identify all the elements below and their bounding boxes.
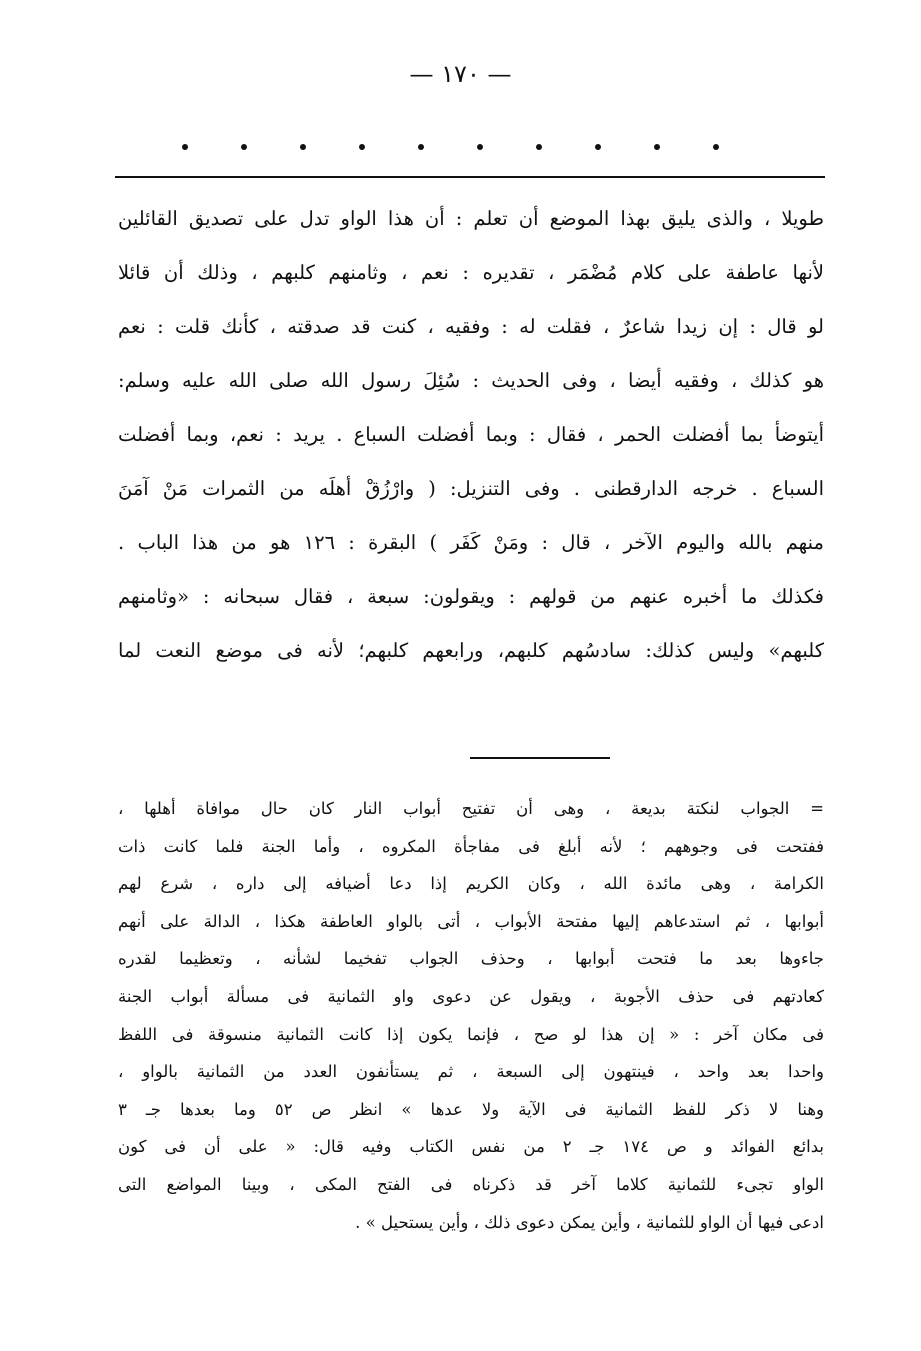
footnote-line: جاءوها بعد ما فتحت أبوابها ، وحذف الجواب تفخيما لشأنه ، وتعظيما لقدره (118, 949, 824, 969)
separator-dot (300, 144, 306, 150)
main-text-line: كلبهم» وليس كذلك: سادسُهم كلبهم، ورابعهم كلبهم؛ لأنه فى موضع النعت لما (118, 639, 824, 662)
footnote-line: الكرامة ، وهى مائدة الله ، وكان الكريم إذا دعا أضيافه إلى داره ، شرع لهم (118, 874, 824, 894)
separator-dot (654, 144, 660, 150)
main-text-line: منهم بالله واليوم الآخر ، قال : ومَنْ كَفَر ) البقرة : ١٢٦ هو من هذا الباب . (118, 531, 824, 554)
separator-dot (241, 144, 247, 150)
footnote-rule (470, 757, 610, 759)
main-text-line: هو كذلك ، وفقيه أيضا ، وفى الحديث : سُئِلَ رسول الله صلى الله عليه وسلم: (118, 369, 824, 392)
separator-dot (359, 144, 365, 150)
footnote-line: كعادتهم فى حذف الأجوبة ، ويقول عن دعوى واو الثمانية فى مسألة أبواب الجنة (118, 986, 824, 1006)
separator-dot (477, 144, 483, 150)
separator-dot (418, 144, 424, 150)
separator-dot (182, 144, 188, 150)
separator-dot (536, 144, 542, 150)
footnote-line: ففتحت فى وجوههم ؛ لأنه أبلغ فى مفاجأة المكروه ، وأما الجنة فلما كانت ذات (118, 836, 824, 856)
separator-dot (713, 144, 719, 150)
main-text-line: أيتوضأ بما أفضلت الحمر ، فقال : وبما أفضلت السباع . يريد : نعم، وبما أفضلت (118, 423, 824, 446)
footnote-line: = الجواب لنكتة بديعة ، وهى أن تفتيح أبواب النار كان حال موافاة أهلها ، (118, 799, 824, 818)
footnote-line: بدائع الفوائد و ص ١٧٤ جـ ٢ من نفس الكتاب وفيه قال: « على أن فى كون (118, 1137, 824, 1157)
ornamental-dot-separator (150, 132, 750, 162)
footnote-line: أبوابها ، ثم استدعاهم إليها مفتحة الأبواب ، أتى بالواو العاطفة هكذا ، الدالة على أنهم (118, 911, 824, 931)
main-text-block (118, 192, 824, 678)
main-text-line: طويلا ، والذى يليق بهذا الموضع أن تعلم : أن هذا الواو تدل على تصديق القائلين (118, 207, 824, 230)
footnote-line: وهنا لا ذكر للفظ الثمانية فى الآية ولا عدها » انظر ص ٥٢ وما بعدها جـ ٣ (118, 1099, 824, 1119)
separator-dot (595, 144, 601, 150)
main-text-line: فكذلك ما أخبره عنهم من قولهم : ويقولون: سبعة ، فقال سبحانه : «وثامنهم (118, 585, 824, 608)
footnote-line: الواو تجىء للثمانية كلاما آخر قد ذكرناه فى الفتح المكى ، وبينا المواضع التى (118, 1174, 824, 1194)
main-text-line: السباع . خرجه الدارقطنى . وفى التنزيل: ( وارْزُقْ أهلَه من الثمرات مَنْ آمَنَ (118, 477, 824, 500)
main-text-line: لو قال : إن زيدا شاعرٌ ، فقلت له : وفقيه ، كنت قد صدقته ، كأنك قلت : نعم (118, 315, 824, 338)
footnote-block (118, 790, 824, 1241)
footnote-line: واحدا بعد واحد ، فينتهون إلى السبعة ، ثم يستأنفون العدد من الثمانية بالواو ، (118, 1062, 824, 1082)
footnote-line: فى مكان آخر : « إن هذا لو صح ، فإنما يكون إذا كانت الثمانية منسوقة فى اللفظ (118, 1024, 824, 1044)
page-number: — ١٧٠ — (409, 60, 512, 88)
footnote-line: ادعى فيها أن الواو للثمانية ، وأين يمكن دعوى ذلك ، وأين يستحيل » . (355, 1212, 824, 1232)
main-text-line: لأنها عاطفة على كلام مُضْمَر ، تقديره : نعم ، وثامنهم كلبهم ، وذلك أن قائلا (118, 261, 824, 284)
header-rule (115, 176, 825, 178)
